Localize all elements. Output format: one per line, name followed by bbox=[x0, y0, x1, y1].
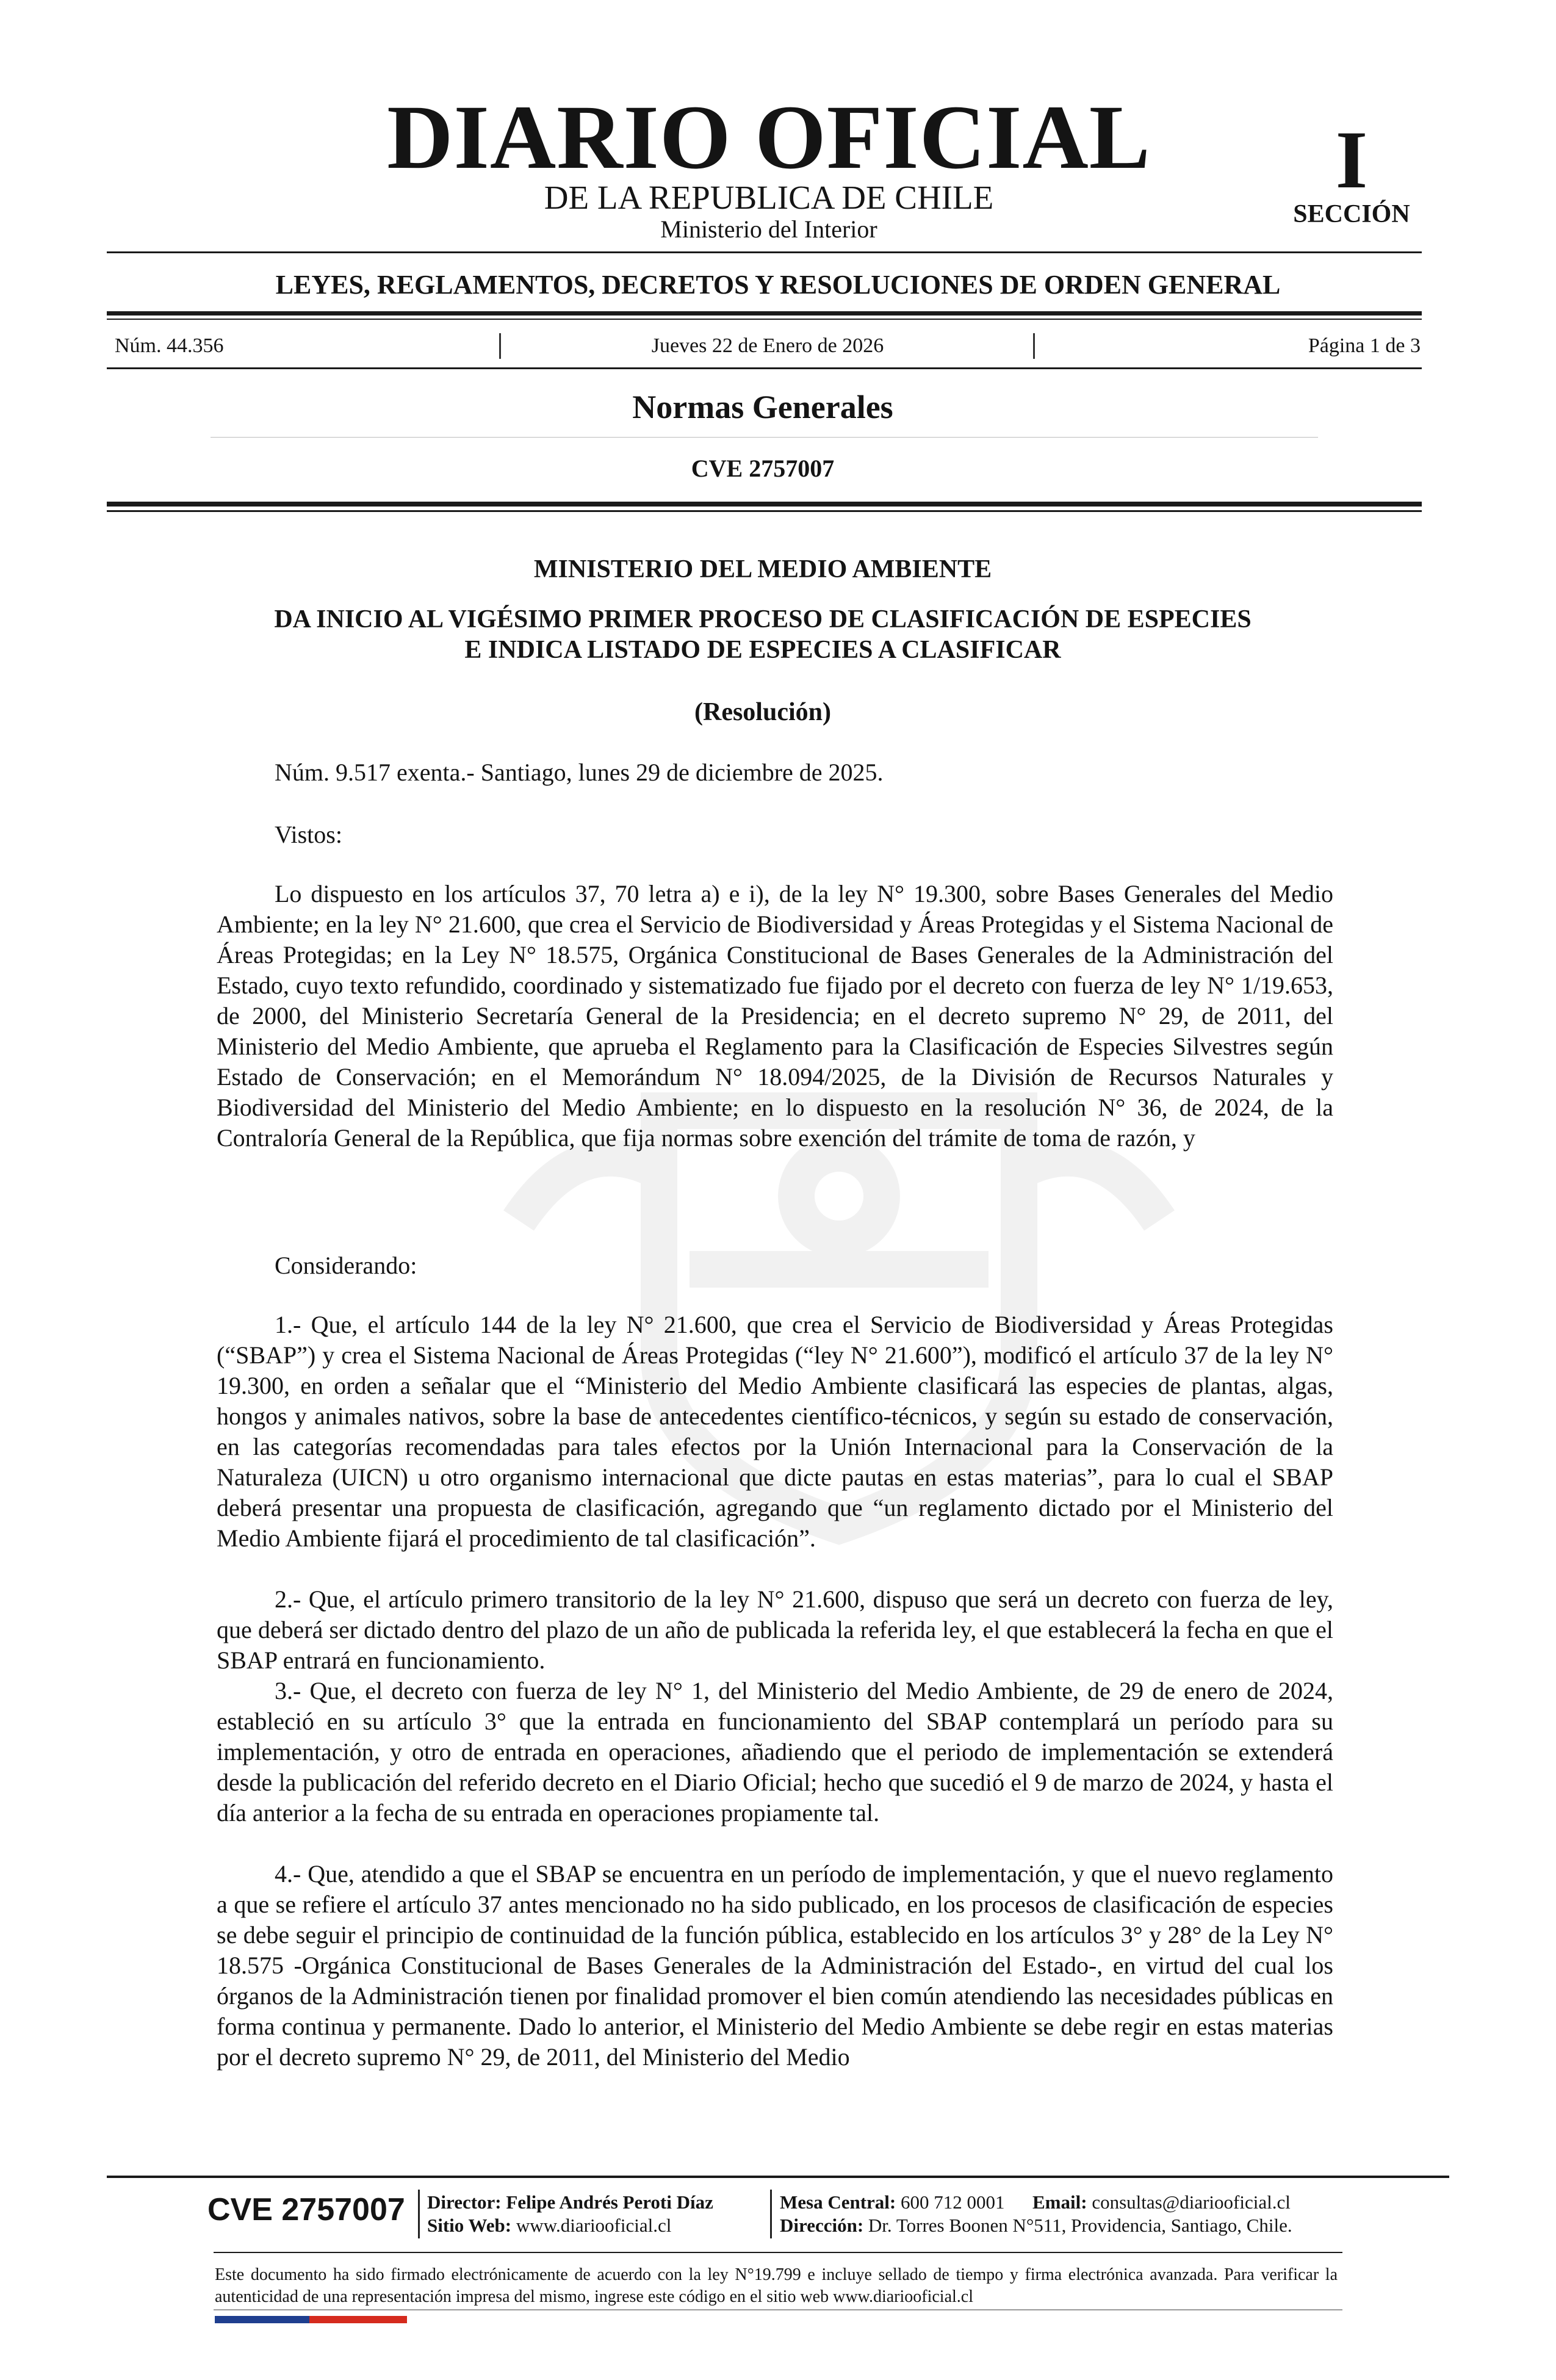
cve-header: CVE 2757007 bbox=[691, 455, 835, 482]
document-type: (Resolución) bbox=[694, 698, 831, 726]
website-link[interactable]: www.diariooficial.cl bbox=[516, 2215, 672, 2236]
ministry-heading: MINISTERIO DEL MEDIO AMBIENTE bbox=[533, 555, 992, 583]
section-title: Normas Generales bbox=[632, 389, 893, 425]
phone-value: 600 712 0001 bbox=[901, 2191, 1005, 2213]
masthead-subtitle: DE LA REPUBLICA DE CHILE bbox=[544, 179, 994, 216]
resolution-number: Núm. 9.517 exenta.- Santiago, lunes 29 de diciembre de 2025. bbox=[275, 759, 884, 786]
considerando-4: 4.- Que, atendido a que el SBAP se encuentra en un período de implementación, y que el nuevo reglamento a que se refiere el artículo 37 antes mencionado no ha sido publicado, en los procesos de clasificación de especies se debe seguir el principio de continuidad de la función pública, establecido en los artículos 3° y 28° de la Ley N° 18.575 -Orgánica Constitucional de Bases Generales de la Administración del Estado-, en virtud del cual los órganos de la Administración tienen por finalidad promover el bien común atendiendo las necesidades públicas en forma continua y permanente. Dado lo anterior, el Ministerio del Medio Ambiente se debe regir en estas materias por el decreto supremo N° 29, de 2011, del Ministerio del Medio bbox=[217, 1860, 1333, 2071]
footer-separator bbox=[770, 2190, 772, 2238]
considerando-1: 1.- Que, el artículo 144 de la ley N° 21.600, que crea el Servicio de Biodiversidad y Áreas Protegidas (“SBAP”) y crea el Sistema Nacional de Áreas Protegidas (“ley N° 21.600”), modificó el artículo 37 de la ley N° 19.300, en orden a señalar que el “Ministerio del Medio Ambiente clasificará las especies de plantas, algas, hongos y animales nativos, sobre la base de antecedentes científico-técnicos, y según su estado de conservación, en las categorías recomendadas para tales efectos por la Unión Internacional para la Conservación de la Naturaleza (UICN) u otro organismo internacional que dicte pautas en estas materias”, para lo cual el SBAP deberá presentar una propuesta de clasificación, agregando que “un reglamento dictado por el Ministerio del Medio Ambiente fijará el procedimiento de tal clasificación”. bbox=[217, 1311, 1333, 1552]
issue-separator bbox=[1033, 333, 1035, 359]
phone-label: Mesa Central: bbox=[780, 2191, 896, 2213]
considerando-label: Considerando: bbox=[275, 1252, 417, 1279]
footer-rule-mid bbox=[214, 2252, 1342, 2253]
section-label: SECCIÓN bbox=[1293, 200, 1410, 228]
footer-director bbox=[427, 2191, 713, 2214]
vistos-label: Vistos: bbox=[275, 821, 342, 848]
section-number: I bbox=[1335, 115, 1368, 206]
email-label: Email: bbox=[1032, 2191, 1087, 2213]
issue-date: Jueves 22 de Enero de 2026 bbox=[651, 334, 884, 357]
document-title-line2: E INDICA LISTADO DE ESPECIES A CLASIFICAR bbox=[464, 636, 1061, 664]
flag-stripe-red bbox=[309, 2316, 407, 2323]
flag-stripe-blue bbox=[215, 2316, 309, 2323]
masthead-ministry: Ministerio del Interior bbox=[660, 215, 877, 243]
footer-cve: CVE 2757007 bbox=[207, 2192, 405, 2227]
document-title-line1: DA INICIO AL VIGÉSIMO PRIMER PROCESO DE CLASIFICACIÓN DE ESPECIES bbox=[274, 605, 1252, 633]
section-title-rule bbox=[211, 437, 1318, 438]
content-rule-a bbox=[107, 502, 1422, 507]
footer-address bbox=[780, 2214, 1292, 2237]
masthead-title: DIARIO OFICIAL bbox=[387, 87, 1151, 188]
masthead-rule-double-a bbox=[107, 311, 1422, 316]
considerando-2: 2.- Que, el artículo primero transitorio de la ley N° 21.600, dispuso que será un decreto con fuerza de ley, que deberá ser dictado dentro del plazo de un año de publicada la referida ley, el que establecerá la fecha en que el SBAP entrará en funcionamiento. bbox=[217, 1585, 1333, 1674]
vistos-paragraph: Lo dispuesto en los artículos 37, 70 letra a) e i), de la ley N° 19.300, sobre Bases Generales del Medio Ambiente; en la ley N° 21.600, que crea el Servicio de Biodiversidad y Áreas Protegidas y el Sistema Nacional de Áreas Protegidas; en la Ley N° 18.575, Orgánica Constitucional de Bases Generales de la Administración del Estado, cuyo texto refundido, coordinado y sistematizado fue fijado por el decreto con fuerza de ley N° 1/19.653, de 2000, del Ministerio Secretaría General de la Presidencia; en el decreto supremo N° 29, de 2011, del Ministerio del Medio Ambiente, que aprueba el Reglamento para la Clasificación de Especies Silvestres según Estado de Conservación; en el Memorándum N° 18.094/2025, de la División de Recursos Naturales y Biodiversidad del Ministerio del Medio Ambiente; en lo dispuesto en la resolución N° 36, de 2024, de la Contraloría General de la República, que fija normas sobre exención del trámite de toma de razón, y bbox=[217, 880, 1333, 1152]
content-rule-b bbox=[107, 510, 1422, 512]
footer-separator bbox=[418, 2190, 420, 2238]
issue-number: Núm. 44.356 bbox=[115, 334, 224, 357]
website-label: Sitio Web: bbox=[427, 2215, 512, 2236]
footer-website bbox=[427, 2214, 671, 2237]
director-label: Director: bbox=[427, 2191, 502, 2213]
category-title: LEYES, REGLAMENTOS, DECRETOS Y RESOLUCIONES DE ORDEN GENERAL bbox=[275, 270, 1281, 300]
address-label: Dirección: bbox=[780, 2215, 864, 2236]
masthead-rule-top bbox=[107, 251, 1422, 253]
considerando-3: 3.- Que, el decreto con fuerza de ley N° 1, del Ministerio del Medio Ambiente, de 29 de enero de 2024, estableció en su artículo 3° que la entrada en funcionamiento del SBAP contemplará un período para su implementación, y otro de entrada en operaciones, añadiendo que el periodo de implementación se extenderá desde la publicación del referido decreto en el Diario Oficial; hecho que sucedió el 9 de marzo de 2024, y hasta el día anterior a la fecha de su entrada en operaciones propiamente tal. bbox=[217, 1677, 1333, 1826]
footer-rule-bottom bbox=[214, 2309, 1342, 2310]
email-link[interactable]: consultas@diariooficial.cl bbox=[1092, 2191, 1291, 2213]
footer-rule-top bbox=[107, 2176, 1449, 2178]
issue-rule bbox=[107, 367, 1422, 369]
director-value: Felipe Andrés Peroti Díaz bbox=[506, 2191, 713, 2213]
address-value: Dr. Torres Boonen N°511, Providencia, Santiago, Chile. bbox=[868, 2215, 1292, 2236]
issue-page: Página 1 de 3 bbox=[1308, 334, 1421, 357]
masthead-rule-double-b bbox=[107, 319, 1422, 320]
legal-notice: Este documento ha sido firmado electrónicamente de acuerdo con la ley N°19.799 e incluye sellado de tiempo y firma electrónica avanzada. Para verificar la autenticidad de una representación impresa del mismo, ingrese este código en el sitio web www.diariooficial.cl bbox=[215, 2265, 1338, 2306]
footer-contact bbox=[780, 2191, 1291, 2214]
